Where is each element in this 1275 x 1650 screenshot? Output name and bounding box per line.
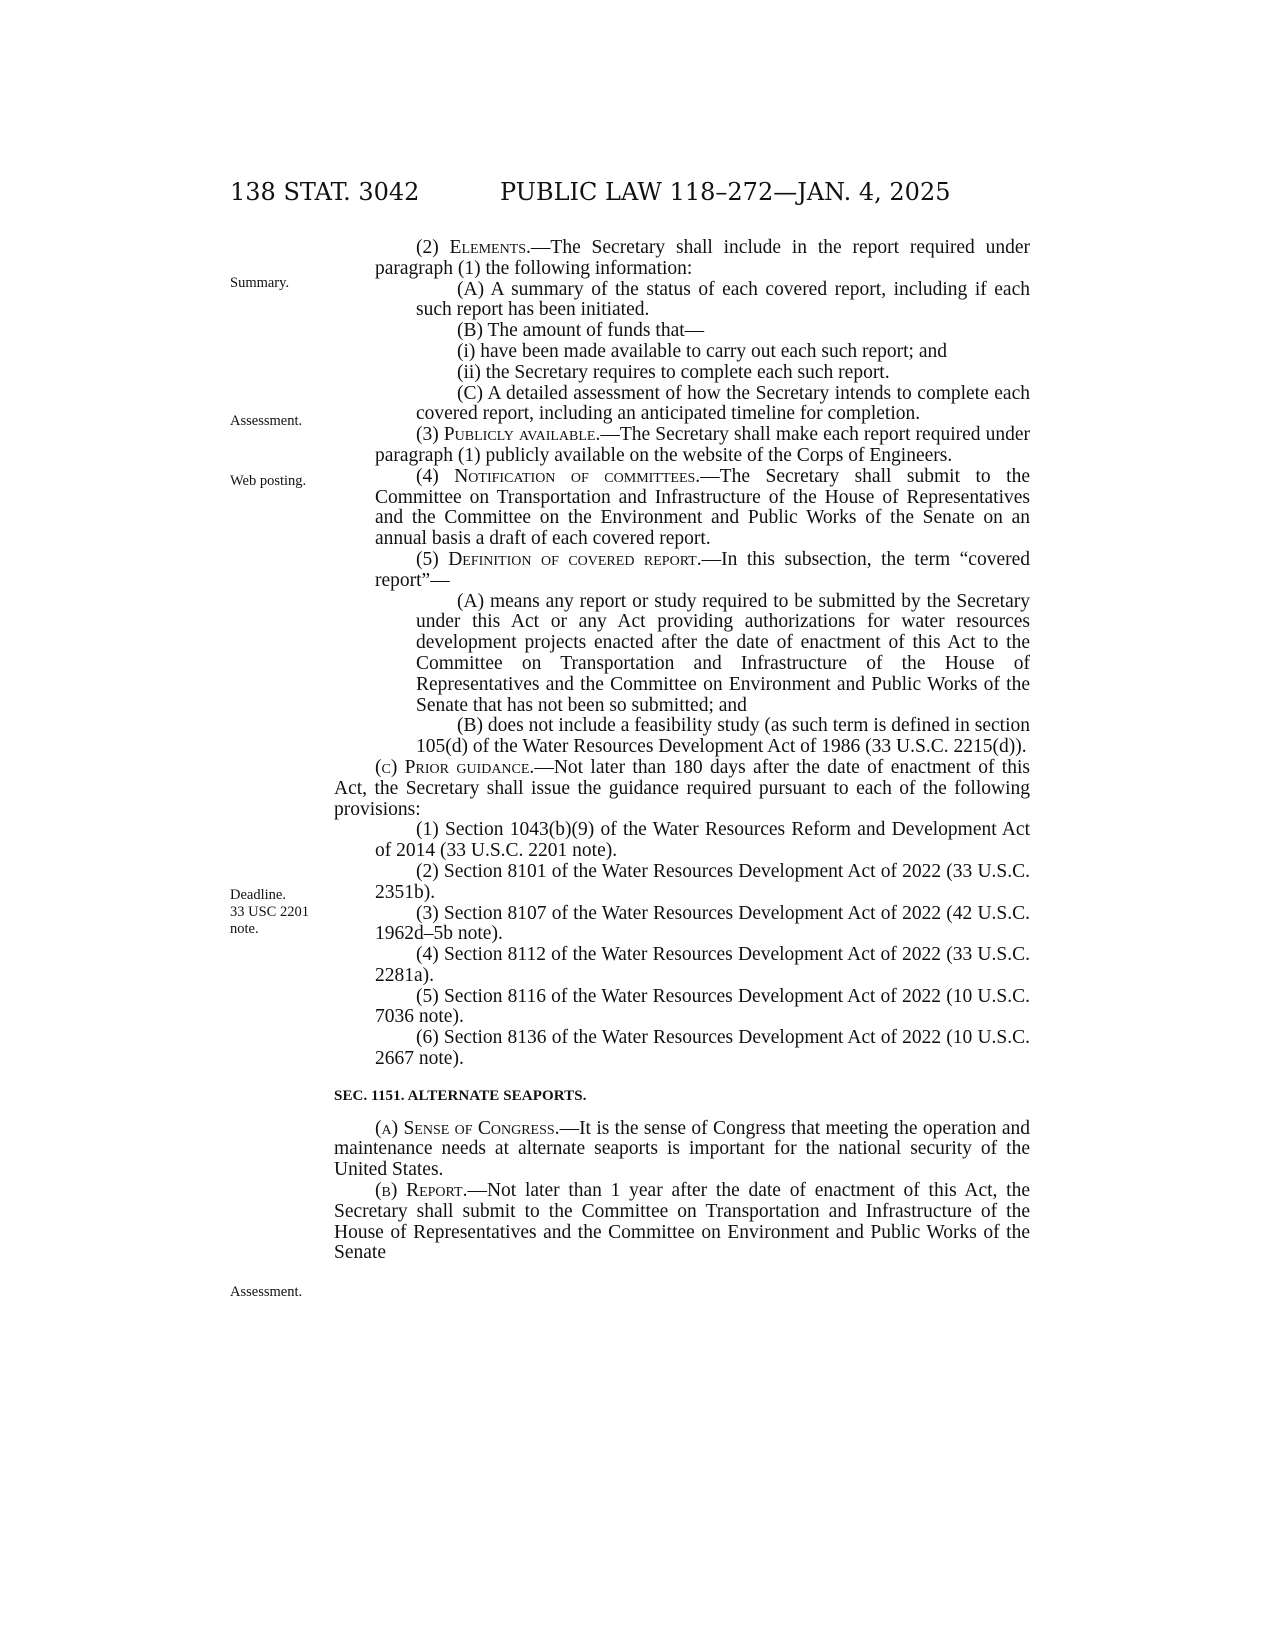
paragraph-3-publicly-available bbox=[334, 425, 1030, 467]
paragraph-heading: (2) Elements. bbox=[416, 237, 531, 258]
paragraph-2b: (B) The amount of funds that— bbox=[457, 320, 705, 342]
paragraph-2-elements bbox=[334, 238, 1030, 280]
stat-page-number: 138 STAT. 3042 bbox=[230, 178, 420, 206]
subsection-text: —Not later than 1 year after the date of enactment of this Act, the Secretary shall submit to the Committee on Transportation and Infrastructure of the House of Representatives and the Committee on Environment and Public Works of the Senate bbox=[334, 1180, 1030, 1264]
margin-note-deadline-label: Deadline. bbox=[230, 887, 286, 903]
paragraph-2b-i: (i) have been made available to carry out each such report; and bbox=[457, 340, 947, 362]
subsection-b-report bbox=[334, 1181, 1030, 1264]
subsection-c-prior-guidance bbox=[334, 758, 1030, 820]
paragraph-heading: (5) Definition of covered report. bbox=[416, 548, 702, 570]
paragraph-text: —The Secretary shall include in the report required under paragraph (1) the following information: bbox=[375, 237, 1031, 279]
margin-note-web-posting: Web posting. bbox=[230, 473, 307, 489]
statute-body bbox=[334, 237, 1031, 1264]
margin-note-deadline bbox=[230, 887, 309, 938]
subsection-heading: (b) Report. bbox=[375, 1180, 468, 1202]
paragraph-c1: (1) Section 1043(b)(9) of the Water Resources Reform and Development Act of 2014 (33 U.S.C. 2201 note). bbox=[375, 819, 1030, 862]
paragraph-heading: (4) Notification of committees. bbox=[416, 465, 701, 487]
paragraph-c5: (5) Section 8116 of the Water Resources Development Act of 2022 (10 U.S.C. 7036 note). bbox=[375, 985, 1030, 1028]
margin-note-usc-ref: 33 USC 2201 bbox=[230, 904, 309, 920]
paragraph-5a: (A) means any report or study required to be submitted by the Secretary under this Act or any Act providing authorizations for water resources development projects enacted after the date of enactment of this Act to the Committee on Transportation and Infrastructure of the House of Representatives and the Committee on Environment and Public Works of the Senate that has not been so submitted; and bbox=[416, 590, 1030, 716]
subsection-text: —It is the sense of Congress that meeting the operation and maintenance needs at alternate seaports is important for the national security of the United States. bbox=[334, 1117, 1030, 1181]
paragraph-text: —The Secretary shall make each report required under paragraph (1) publicly available on the website of the Corps of Engineers. bbox=[375, 424, 1030, 466]
subsection-heading: (c) Prior guidance. bbox=[375, 756, 535, 778]
paragraph-text: —In this subsection, the term “covered report”— bbox=[375, 548, 1030, 591]
paragraph-4-notification bbox=[334, 467, 1030, 550]
paragraph-5b: (B) does not include a feasibility study (as such term is defined in section 105(d) of the Water Resources Development Act of 1986 (33 U.S.C. 2215(d)). bbox=[416, 715, 1030, 758]
paragraph-c6: (6) Section 8136 of the Water Resources Development Act of 2022 (10 U.S.C. 2667 note). bbox=[375, 1027, 1030, 1070]
paragraph-2c: (C) A detailed assessment of how the Secretary intends to complete each covered report, including an anticipated timeline for completion. bbox=[416, 382, 1030, 425]
section-heading: SEC. 1151. ALTERNATE SEAPORTS. bbox=[334, 1087, 587, 1104]
margin-note-assessment-2: Assessment. bbox=[230, 1284, 303, 1300]
paragraph-heading: (3) Publicly available. bbox=[416, 424, 601, 446]
paragraph-c4: (4) Section 8112 of the Water Resources Development Act of 2022 (33 U.S.C. 2281a). bbox=[375, 944, 1030, 986]
subsection-text: —Not later than 180 days after the date of enactment of this Act, the Secretary shall issue the guidance required pursuant to each of the following provisions: bbox=[334, 756, 1030, 820]
paragraph-2b-ii: (ii) the Secretary requires to complete each such report. bbox=[457, 361, 890, 383]
paragraph-c2: (2) Section 8101 of the Water Resources Development Act of 2022 (33 U.S.C. 2351b). bbox=[375, 860, 1030, 903]
paragraph-text: —The Secretary shall submit to the Committee on Transportation and Infrastructure of the House of Representatives and the Committee on the Environment and Public Works of the Senate on an annual basis a draft of each covered report. bbox=[375, 465, 1030, 550]
public-law-title: PUBLIC LAW 118–272—JAN. 4, 2025 bbox=[500, 178, 951, 206]
margin-note-note: note. bbox=[230, 921, 259, 937]
margin-note-assessment: Assessment. bbox=[230, 413, 303, 429]
paragraph-5-definition bbox=[334, 550, 1030, 592]
paragraph-2a: (A) A summary of the status of each covered report, including if each such report has been initiated. bbox=[416, 278, 1030, 321]
margin-note-summary: Summary. bbox=[230, 275, 290, 291]
subsection-heading: (a) Sense of Congress. bbox=[375, 1117, 560, 1139]
subsection-a-sense-of-congress bbox=[334, 1119, 1030, 1181]
paragraph-c3: (3) Section 8107 of the Water Resources Development Act of 2022 (42 U.S.C. 1962d–5b note). bbox=[375, 902, 1030, 945]
page-header bbox=[0, 178, 1275, 212]
